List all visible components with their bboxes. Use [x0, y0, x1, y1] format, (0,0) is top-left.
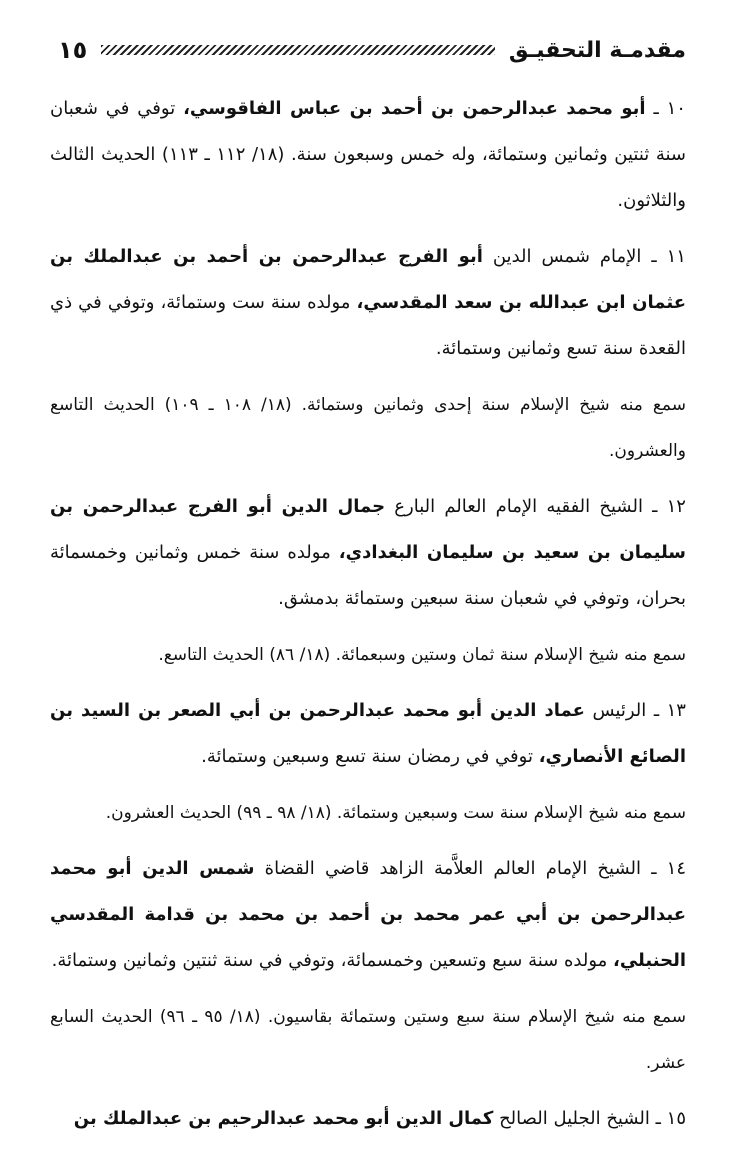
entry-number: ١١ ـ [651, 246, 686, 267]
entry-prefix: الشيخ الفقيه الإمام العالم البارع [394, 496, 643, 517]
entry-prefix: الشيخ الجليل الصالح [499, 1108, 650, 1129]
entry-prefix: الإمام شمس الدين [492, 246, 642, 267]
running-title: مقدمـة التحقيـق [508, 37, 686, 63]
entry-name: كمال الدين أبو محمد عبدالرحيم بن عبدالملك بن [73, 1108, 494, 1129]
entry-text: مولده سنة خمس وثمانين وخمسمائة بحران، وتوفي في شعبان سنة سبعين وستمائة بدمشق. [50, 542, 686, 609]
note-text: سمع منه شيخ الإسلام سنة ست وسبعين وستمائة. (١٨/ ٩٨ ـ ٩٩) الحديث العشرون. [105, 803, 686, 823]
entry-number: ١٣ ـ [653, 700, 686, 721]
entry-15 [50, 1096, 686, 1142]
entry-13-note [50, 790, 686, 836]
entry-number: ١٠ ـ [653, 98, 686, 119]
entry-text: توفي في شعبان سنة ثنتين وثمانين وستمائة، وله خمس وسبعون سنة. (١٨/ ١١٢ ـ ١١٣) الحديث الثالث والثلاثون. [50, 98, 686, 211]
note-text: سمع منه شيخ الإسلام سنة سبع وستين وستمائة بقاسيون. (١٨/ ٩٥ ـ ٩٦) الحديث السابع عشر. [50, 1007, 686, 1073]
entry-text: توفي في رمضان سنة تسع وسبعين وستمائة. [201, 746, 533, 767]
entry-12 [50, 484, 686, 622]
page-header [58, 30, 686, 70]
entry-14 [50, 846, 686, 984]
entry-number: ١٥ ـ [655, 1108, 686, 1129]
header-rule [101, 45, 495, 55]
entry-name: عماد الدين أبو محمد عبدالرحمن بن أبي الصعر بن السيد بن الصائع الأنصاري، [50, 700, 686, 767]
entry-name: أبو الفرج عبدالرحمن بن أحمد بن عبدالملك بن عثمان ابن عبدالله بن سعد المقدسي، [50, 246, 686, 313]
entry-name: شمس الدين أبو محمد عبدالرحمن بن أبي عمر محمد بن أحمد بن محمد بن قدامة المقدسي الحنبلي، [50, 858, 686, 971]
note-text: سمع منه شيخ الإسلام سنة إحدى وثمانين وستمائة. (١٨/ ١٠٨ ـ ١٠٩) الحديث التاسع والعشرون. [50, 395, 686, 461]
entry-text: مولده سنة سبع وتسعين وخمسمائة، وتوفي في سنة ثنتين وثمانين وستمائة. [51, 950, 608, 971]
entry-number: ١٤ ـ [651, 858, 686, 879]
body-text [50, 86, 686, 1152]
note-text: سمع منه شيخ الإسلام سنة ثمان وستين وسبعمائة. (١٨/ ٨٦) الحديث التاسع. [158, 645, 686, 665]
entry-prefix: الرئيس [592, 700, 647, 721]
entry-text: مولده سنة ست وستمائة، وتوفي في ذي القعدة سنة تسع وثمانين وستمائة. [50, 292, 686, 359]
entry-10 [50, 86, 686, 224]
entry-14-note [50, 994, 686, 1086]
entry-13 [50, 688, 686, 780]
entry-name: أبو محمد عبدالرحمن بن أحمد بن عباس الفاقوسي، [183, 98, 646, 119]
entry-name: جمال الدين أبو الفرج عبدالرحمن بن سليمان بن سعيد بن سليمان البغدادي، [50, 496, 686, 563]
entry-prefix: الشيخ الإمام العالم العلاَّمة الزاهد قاضي القضاة [264, 858, 642, 879]
entry-11 [50, 234, 686, 372]
page-number: ١٥ [58, 36, 88, 64]
entry-12-note [50, 632, 686, 678]
entry-11-note [50, 382, 686, 474]
entry-number: ١٢ ـ [652, 496, 686, 517]
